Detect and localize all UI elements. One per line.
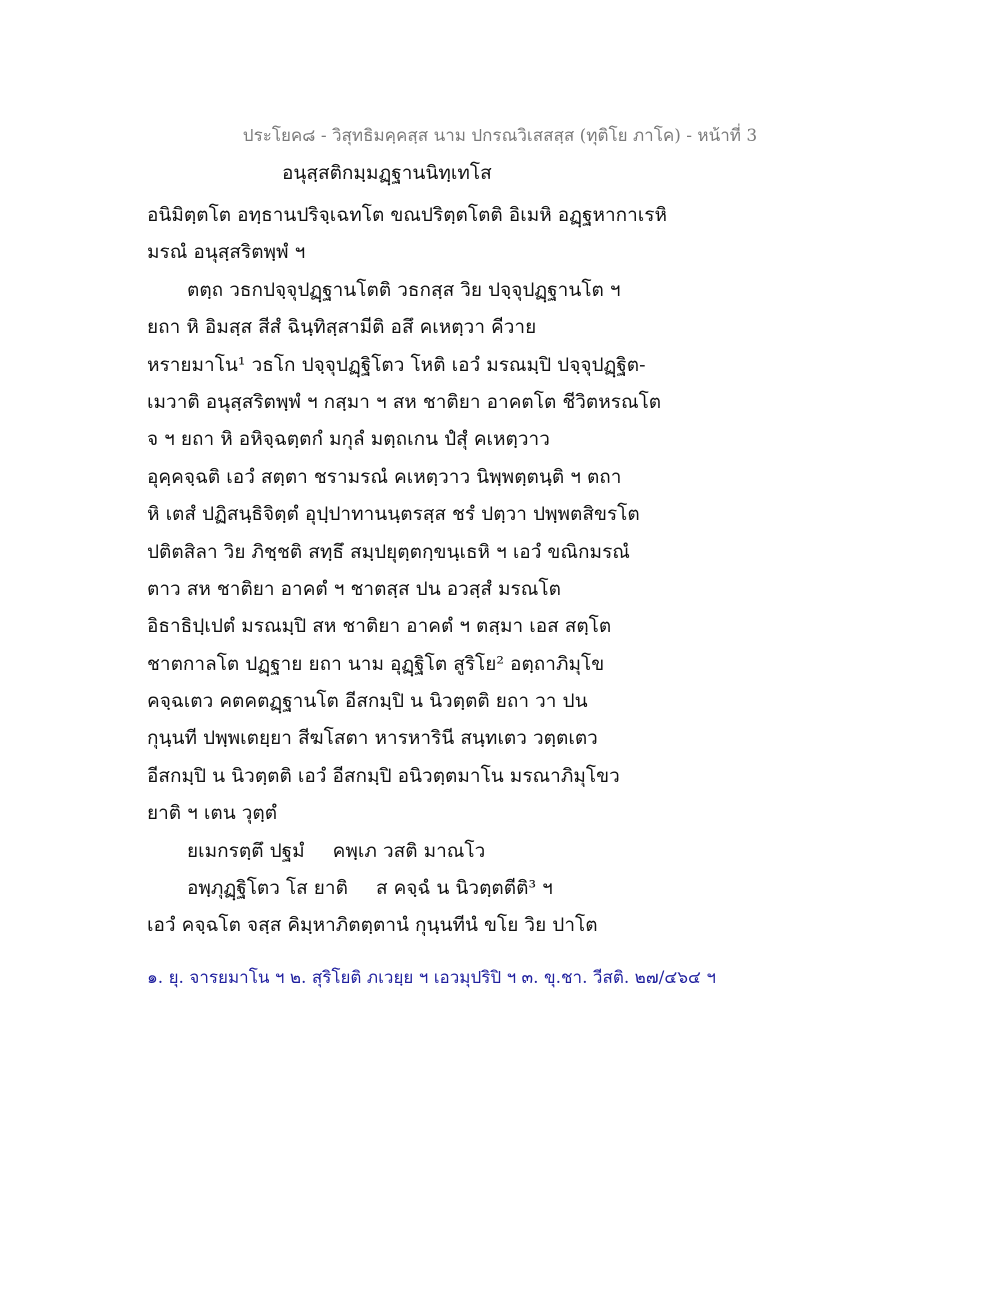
paragraph-first-line: ตตฺถ วธกปจฺจุปฏฺฐานโตติ วธกสฺส วิย ปจฺจุปฏฺฐานโต ฯ xyxy=(187,278,621,301)
text-line: กุนฺนที ปพฺพเตยฺยา สีฆโสตา หารหารินี สนฺทเตว วตฺตเตว xyxy=(147,727,598,750)
text-line: ตาว สห ชาติยา อาคตํ ฯ ชาตสฺส ปน อวสฺสํ มรณโต xyxy=(147,577,561,600)
text-line: มรณํ อนุสฺสริตพฺพํ ฯ xyxy=(147,241,306,264)
text-line: เมวาติ อนุสฺสริตพฺพํ ฯ กสฺมา ฯ สห ชาติยา อาคตโต ชีวิตหรณโต xyxy=(147,390,662,413)
text-line: คจฺฉเตว คตคตฏฺฐานโต อีสกมฺปิ น นิวตฺตติ ยถา วา ปน xyxy=(147,690,588,713)
verse-line xyxy=(147,833,867,870)
section-heading: อนุสฺสติกมฺมฏฺฐานนิทฺเทโส xyxy=(282,162,492,184)
text-line: เอวํ คจฺฉโต จสฺส คิมฺหาภิตตฺตานํ กุนฺนทีนํ ขโย วิย ปาโต xyxy=(147,914,598,937)
text-line: หิ เตสํ ปฏิสนฺธิจิตฺตํ อุปฺปาทานนฺตรสฺส ชรํ ปตฺวา ปพฺพตสิขรโต xyxy=(147,503,640,526)
text-line: จ ฯ ยถา หิ อหิจฺฉตฺตกํ มกุลํ มตฺถเกน ปํสุํ คเหตฺวาว xyxy=(147,428,550,451)
verse-line-b: คพฺเภ วสติ มาณโว xyxy=(332,839,486,862)
text-line: อิธาธิปฺเปตํ มรณมฺปิ สห ชาติยา อาคตํ ฯ ตสฺมา เอส สตฺโต xyxy=(147,615,612,638)
text-line: อนิมิตฺตโต อทฺธานปริจฺเฉทโต ขณปริตฺตโตติ อิเมหิ อฏฺฐหากาเรหิ xyxy=(147,204,668,226)
page-header: ประโยค๘ - วิสุทธิมคฺคสฺส นาม ปกรณวิเสสสฺส (ทุติโย ภาโค) - หน้าที่ 3 xyxy=(242,126,758,146)
verse-line-a: ยเมกรตฺตึ ปฐมํ xyxy=(187,839,305,862)
text-line: หรายมาโน¹ วธโก ปจฺจุปฏฺฐิโตว โหติ เอวํ มรณมฺปิ ปจฺจุปฏฺฐิต- xyxy=(147,353,646,376)
text-line: อุคฺคจฺฉติ เอวํ สตฺตา ชรามรณํ คเหตฺวาว นิพฺพตฺตนฺติ ฯ ตถา xyxy=(147,465,622,488)
text-line: ปติตสิลา วิย ภิชฺชติ สทฺธึ สมฺปยุตฺตกฺขนฺเธหิ ฯ เอวํ ขณิกมรณํ xyxy=(147,540,630,563)
text-line: ชาตกาลโต ปฏฺฐาย ยถา นาม อุฏฺฐิโต สูริโย² อตฺถาภิมุโข xyxy=(147,652,605,675)
verse-line-a: อพฺภุฏฺฐิโตว โส ยาติ xyxy=(187,877,348,900)
text-line: ยาติ ฯ เตน วุตฺตํ xyxy=(147,802,278,825)
verse-line xyxy=(147,870,867,907)
body-text xyxy=(147,197,867,945)
text-line: อีสกมฺปิ น นิวตฺตติ เอวํ อีสกมฺปิ อนิวตฺตมาโน มรณาภิมุโขว xyxy=(147,764,620,787)
text-line: ยถา หิ อิมสฺส สีสํ ฉินฺทิสฺสามีติ อสึ คเหตฺวา คีวาย xyxy=(147,316,537,339)
verse-line-b: ส คจฺฉํ น นิวตฺตตีติ³ ฯ xyxy=(375,877,553,900)
footnotes: ๑. ยุ. จารยมาโน ฯ ๒. สุริโยติ ภเวยฺย ฯ เอวมุปริปิ ฯ ๓. ขุ.ชา. วีสติ. ๒๗/๔๖๔ ฯ xyxy=(147,968,716,988)
